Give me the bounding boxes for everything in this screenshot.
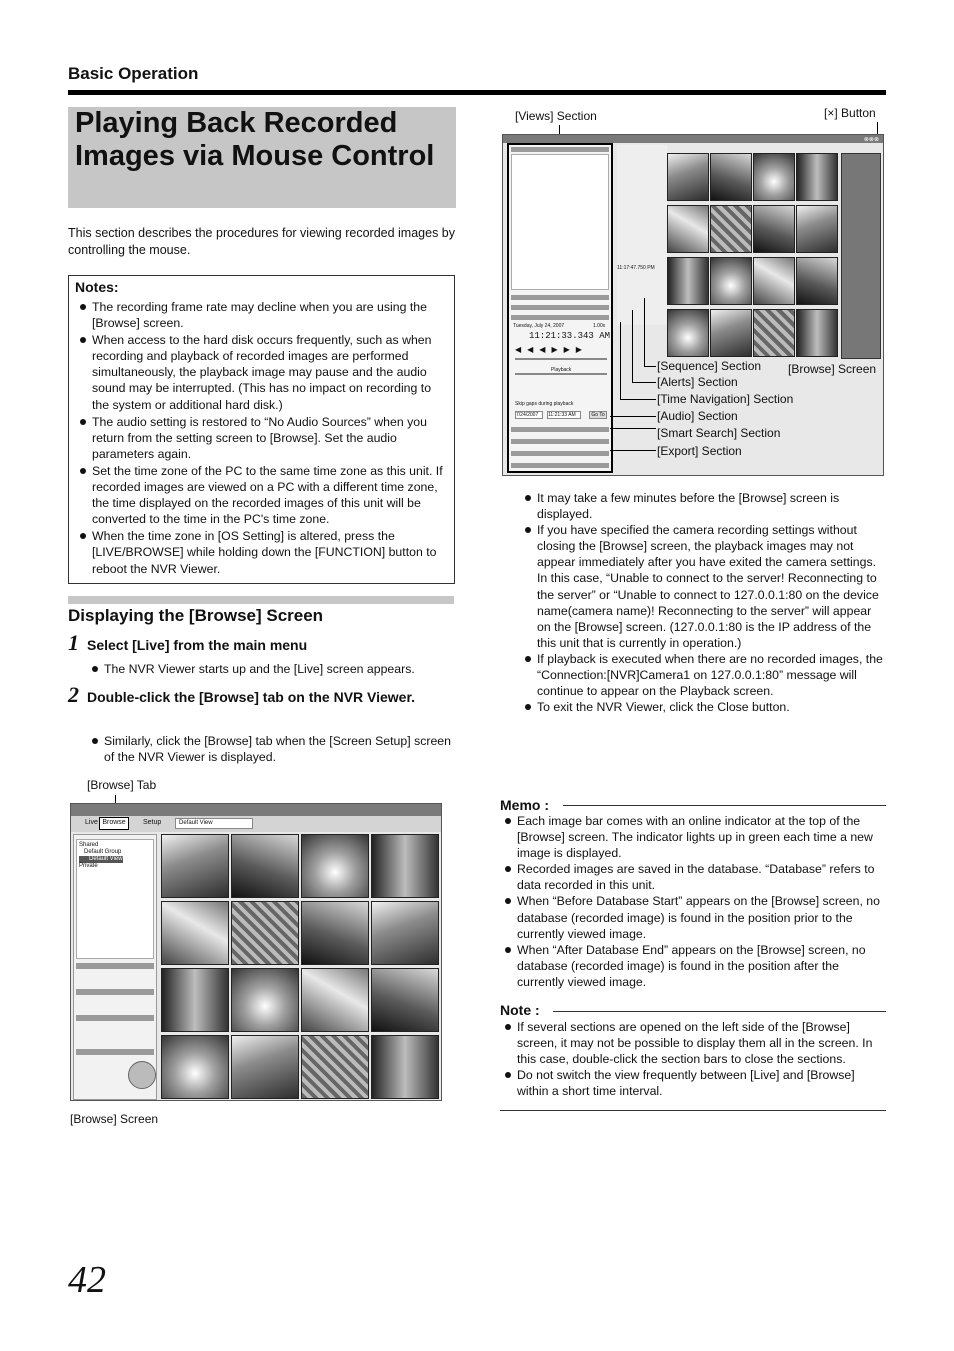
time-display: 11:21:33.343 AM	[529, 331, 611, 341]
note-list	[500, 1019, 886, 1099]
camera-image[interactable]	[667, 309, 709, 357]
time-field[interactable]: 11:21:33 AM	[547, 411, 581, 419]
ptz-control[interactable]	[128, 1061, 156, 1089]
step-bullet: Similarly, click the [Browse] tab when the [Screen Setup] screen of the NVR Viewer is displayed.	[87, 733, 455, 765]
figure-caption: [Browse] Screen	[70, 1112, 159, 1126]
note-rule	[553, 1011, 886, 1012]
tree-item[interactable]: Default Group	[84, 849, 122, 855]
section-bar[interactable]	[511, 463, 609, 468]
section-bar[interactable]	[511, 305, 609, 310]
section-bar[interactable]	[76, 963, 154, 969]
figure-caption: [Browse] Tab	[87, 778, 157, 792]
camera-image[interactable]	[231, 1035, 299, 1099]
camera-image[interactable]	[161, 968, 229, 1032]
section-bar[interactable]	[511, 427, 609, 432]
browse-note-item: If playback is executed when there are no recorded images, the “Connection:[NVR]Camera1 on 127.0.0.1:80” message will continue to appear on the Playback screen.	[520, 651, 886, 699]
window-titlebar	[503, 135, 883, 143]
memo-item: Recorded images are saved in the database. “Database” refers to data recorded in this unit.	[500, 861, 886, 893]
step-number: 1	[68, 630, 79, 655]
memo-heading: Memo :	[500, 797, 549, 813]
camera-image[interactable]	[161, 901, 229, 965]
section-bar[interactable]	[76, 989, 154, 995]
callout-alerts: [Alerts] Section	[657, 375, 738, 389]
step-bullets	[87, 733, 455, 765]
callout-leader	[610, 450, 656, 451]
close-icon[interactable]: ⊗⊗⊗	[863, 137, 879, 143]
callout-export: [Export] Section	[657, 444, 742, 458]
camera-image[interactable]	[710, 153, 752, 201]
camera-image[interactable]	[371, 1035, 439, 1099]
callout-close-button: [×] Button	[824, 106, 876, 120]
camera-image[interactable]	[710, 309, 752, 357]
image-grid	[667, 153, 837, 359]
playback-label: Playback	[551, 367, 572, 373]
camera-image[interactable]	[753, 257, 795, 305]
camera-image[interactable]	[371, 834, 439, 898]
left-panel	[507, 143, 613, 473]
note-item: If several sections are opened on the left side of the [Browse] screen, it may not be possible to display them all in the screen. In this case, double-click the section bars to close the sections.	[500, 1019, 886, 1067]
callout-browse-screen: [Browse] Screen	[788, 362, 877, 376]
section-bar[interactable]	[511, 295, 609, 300]
note-bottom-rule	[500, 1110, 886, 1111]
speed-slider[interactable]	[515, 373, 607, 375]
section-bar[interactable]	[511, 439, 609, 444]
page-number: 42	[68, 1259, 106, 1301]
view-select[interactable]: Default View	[175, 818, 253, 829]
camera-image[interactable]	[667, 257, 709, 305]
callout-leader	[620, 399, 656, 400]
callout-leader	[610, 416, 656, 417]
tree-item[interactable]: Shared	[79, 842, 99, 848]
notes-list	[75, 299, 448, 577]
camera-image[interactable]	[231, 901, 299, 965]
date-field[interactable]: 7/24/2007	[515, 411, 543, 419]
camera-image[interactable]	[667, 153, 709, 201]
browse-note-item: It may take a few minutes before the [Browse] screen is displayed.	[520, 490, 886, 522]
callout-leader	[644, 366, 656, 367]
camera-image[interactable]	[796, 257, 838, 305]
callout-leader	[632, 310, 633, 382]
camera-image[interactable]	[161, 1035, 229, 1099]
camera-image[interactable]	[231, 968, 299, 1032]
camera-image[interactable]	[301, 968, 369, 1032]
title-box	[68, 107, 456, 208]
subsection-heading: Displaying the [Browse] Screen	[68, 606, 324, 625]
camera-image[interactable]	[753, 153, 795, 201]
camera-image[interactable]	[753, 205, 795, 253]
camera-image[interactable]	[371, 901, 439, 965]
browse-note-item: To exit the NVR Viewer, click the Close button.	[520, 699, 886, 715]
camera-image[interactable]	[710, 205, 752, 253]
date-display: Tuesday, July 24, 2007	[513, 323, 565, 329]
memo-item: When “Before Database Start” appears on the [Browse] screen, no database (recorded image) is found in the position prior to the currently viewed image.	[500, 893, 886, 941]
intro-text: This section describes the procedures for viewing recorded images by controlling the mouse.	[68, 226, 455, 257]
camera-image[interactable]	[301, 901, 369, 965]
section-bar[interactable]	[511, 451, 609, 456]
note-item: Do not switch the view frequently between [Live] and [Browse] within a short time interval.	[500, 1067, 886, 1099]
callout-leader	[644, 298, 645, 366]
camera-image[interactable]	[667, 205, 709, 253]
notes-item: When access to the hard disk occurs frequently, such as when recording and playback of recorded images are performed simultaneously, the playback image may pause and the audio sound may be interrupted. (This has no impact on recording to the system or additional hard disk.)	[75, 332, 448, 412]
camera-image[interactable]	[301, 834, 369, 898]
timeline-panel[interactable]	[841, 153, 881, 359]
notes-item: When the time zone in [OS Setting] is altered, press the [LIVE/BROWSE] while holding down the [FUNCTION] button to reboot the NVR Viewer.	[75, 528, 448, 576]
callout-views: [Views] Section	[515, 109, 597, 123]
playback-controls[interactable]: ◀◀◀▶▶▶	[515, 345, 588, 354]
callout-leader	[620, 322, 621, 399]
camera-image[interactable]	[796, 153, 838, 201]
camera-image[interactable]	[231, 834, 299, 898]
subsection-bar	[68, 596, 454, 604]
note-heading: Note :	[500, 1002, 540, 1018]
time-small: 11:17:47.750 PM	[617, 265, 655, 271]
browse-screen-figure	[70, 803, 442, 1101]
browse-note-item: If you have specified the camera recording settings without closing the [Browse] screen, the playback images may not appear immediately after you have exited the camera settings. In this case, “Unable to connect to the server! Reconnecting to the server” or “Unable to connect to 127.0.0.1:80 on the device name(camera name)! Reconnecting to the server” will appear on the [Browse] screen. (127.0.0.1:80 is the IP address of the this unit that is currently in operation.)	[520, 522, 886, 651]
step-bullets	[87, 661, 457, 677]
speed-display: 1.00x	[593, 323, 606, 329]
step-text: Double-click the [Browse] tab on the NVR Viewer.	[87, 689, 416, 705]
callout-time-navigation: [Time Navigation] Section	[657, 392, 794, 406]
notes-item: The recording frame rate may decline when you are using the [Browse] screen.	[75, 299, 448, 331]
tab-live[interactable]: Live	[85, 819, 98, 826]
notes-item: Set the time zone of the PC to the same time zone as this unit. If recorded images are viewed on a PC with a different time zone, the time displayed on the recorded images of this unit will be converted to the time in the PC's time zone.	[75, 463, 448, 527]
header-rule	[68, 90, 886, 95]
views-tree	[511, 154, 609, 290]
section-bar[interactable]	[511, 315, 609, 320]
camera-image[interactable]	[753, 309, 795, 357]
goto-button[interactable]: Go To	[589, 411, 607, 419]
callout-leader	[610, 428, 656, 429]
memo-item: Each image bar comes with an online indicator at the top of the [Browse] screen. The indicator lights up in green each time a new image is displayed.	[500, 813, 886, 861]
callout-audio: [Audio] Section	[657, 409, 738, 423]
camera-image[interactable]	[796, 205, 838, 253]
step-text: Select [Live] from the main menu	[87, 637, 308, 653]
page-title: Playing Back Recorded Images via Mouse Control	[75, 107, 435, 172]
camera-image[interactable]	[301, 1035, 369, 1099]
section-header: Basic Operation	[68, 64, 199, 83]
time-slider[interactable]	[515, 358, 607, 360]
left-panel	[73, 834, 157, 1100]
tree-item[interactable]: Private	[79, 863, 98, 869]
image-grid	[161, 834, 441, 1100]
notes-box	[68, 275, 455, 584]
section-bar[interactable]	[76, 1015, 154, 1021]
section-bar[interactable]	[76, 1049, 154, 1055]
callout-smart-search: [Smart Search] Section	[657, 426, 781, 440]
camera-image[interactable]	[796, 309, 838, 357]
browse-notes-list	[520, 490, 886, 715]
callout-leader	[632, 382, 656, 383]
callout-sequence: [Sequence] Section	[657, 359, 762, 373]
mid-panel	[617, 145, 667, 325]
camera-image[interactable]	[161, 834, 229, 898]
camera-image[interactable]	[710, 257, 752, 305]
camera-image[interactable]	[371, 968, 439, 1032]
browse-screen-detail-figure	[502, 134, 884, 476]
window-titlebar	[71, 804, 441, 816]
memo-list	[500, 813, 886, 990]
notes-heading: Notes:	[75, 279, 119, 295]
views-tree	[76, 839, 154, 959]
skip-gaps-checkbox[interactable]: Skip gaps during playback	[515, 401, 574, 407]
tab-browse[interactable]: Browse	[99, 817, 129, 830]
memo-rule	[563, 805, 886, 806]
step-number: 2	[68, 682, 79, 707]
section-bar[interactable]	[511, 147, 609, 152]
tab-setup[interactable]: Setup	[143, 819, 162, 826]
step-bullet: The NVR Viewer starts up and the [Live] screen appears.	[87, 661, 457, 677]
tree-item[interactable]: Default View	[79, 856, 123, 863]
toolbar	[71, 816, 441, 832]
notes-item: The audio setting is restored to “No Audio Sources” when you return from the setting screen to [Browse]. Set the audio parameters again.	[75, 414, 448, 462]
memo-item: When “After Database End” appears on the [Browse] screen, no database (recorded image) is found in the position after the currently viewed image.	[500, 942, 886, 990]
